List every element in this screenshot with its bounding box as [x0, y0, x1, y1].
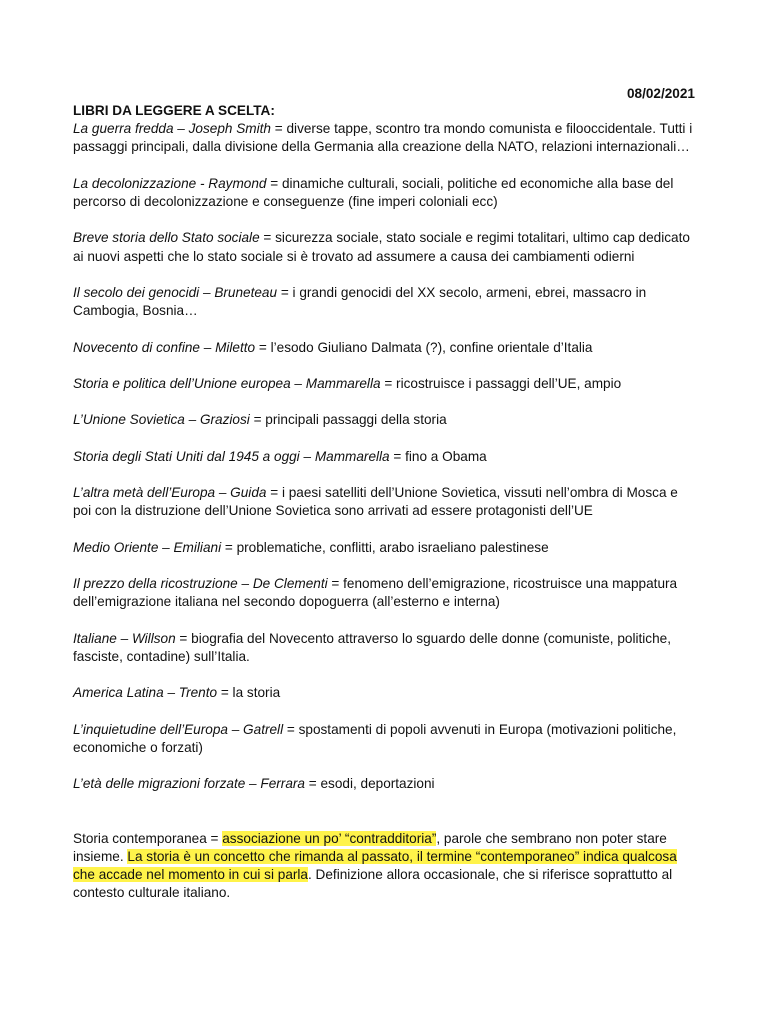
book-description: = dinamiche culturali, sociali, politiche ed economiche alla base del percorso di decolonizzazione e conseguenze (fine imperi coloniali ecc): [73, 175, 674, 209]
book-entry: [73, 721, 697, 757]
book-title: Breve storia dello Stato sociale: [73, 230, 260, 246]
book-description: = i paesi satelliti dell’Unione Sovietica, vissuti nell’ombra di Mosca e poi con la distruzione dell’Unione Sovietica sono arrivati ad essere protagonisti dell’UE: [73, 485, 678, 519]
book-description: = principali passaggi della storia: [249, 412, 447, 428]
book-description: = l’esodo Giuliano Dalmata (?), confine orientale d’Italia: [255, 339, 593, 355]
book-title: America Latina – Trento: [73, 685, 218, 701]
book-title: Il prezzo della ricostruzione – De Clementi: [73, 576, 328, 592]
book-entry: [73, 375, 697, 393]
highlighted-text: associazione un po’ “contradditoria”: [222, 830, 437, 846]
book-description: = fenomeno dell’emigrazione, ricostruisce una mappatura dell’emigrazione italiana nel secondo dopoguerra (all’esterno e interna): [73, 576, 678, 610]
book-entry: [73, 539, 697, 557]
book-description: = esodi, deportazioni: [304, 776, 435, 792]
book-entry: [73, 175, 697, 211]
book-description: = ricostruisce i passaggi dell’UE, ampio: [380, 375, 622, 391]
book-description: = sicurezza sociale, stato sociale e regimi totalitari, ultimo cap dedicato ai nuovi aspetti che lo stato sociale si è trovato ad assumere a causa dei cambiamenti odierni: [73, 230, 690, 264]
book-entry: [73, 630, 697, 666]
intro-text: Storia contemporanea =: [73, 830, 223, 846]
book-title: L’altra metà dell’Europa – Guida: [73, 485, 267, 501]
book-title: Italiane – Willson: [73, 630, 176, 646]
book-title: L’Unione Sovietica – Graziosi: [73, 412, 250, 428]
section-heading: LIBRI DA LEGGERE A SCELTA:: [73, 103, 275, 118]
book-title: Medio Oriente – Emiliani: [73, 539, 222, 555]
book-entry: [73, 339, 697, 357]
book-title: Il secolo dei genocidi – Bruneteau: [73, 284, 278, 300]
book-title: L’età delle migrazioni forzate – Ferrara: [73, 776, 305, 792]
book-title: Storia e politica dell’Unione europea – Mammarella: [73, 375, 381, 391]
book-title: Storia degli Stati Uniti dal 1945 a oggi – Mammarella: [73, 448, 390, 464]
intro-text: . Definizione allora occasionale, che si riferisce soprattutto al contesto culturale italiano.: [73, 866, 673, 901]
book-description: = fino a Obama: [389, 448, 487, 464]
book-description: = biografia del Novecento attraverso lo sguardo delle donne (comuniste, politiche, fasciste, contadine) sull’Italia.: [73, 630, 671, 664]
book-title: Novecento di confine – Miletto: [73, 339, 256, 355]
intro-text: , parole che sembrano non poter stare insieme.: [73, 830, 667, 864]
book-entry: [73, 684, 697, 702]
book-entry: [73, 575, 697, 611]
book-title: La decolonizzazione - Raymond: [73, 175, 267, 191]
book-entry: [73, 284, 697, 320]
document-date: 08/02/2021: [626, 86, 695, 101]
book-description: = i grandi genocidi del XX secolo, armeni, ebrei, massacro in Cambogia, Bosnia…: [73, 284, 647, 319]
intro-paragraph: [73, 830, 697, 903]
book-description: = diverse tappe, scontro tra mondo comunista e filooccidentale. Tutti i passaggi principali, dalla divisione della Germania alla creazione della NATO, relazioni internazionali…: [73, 121, 693, 155]
book-description: = spostamenti di popoli avvenuti in Europa (motivazioni politiche, economiche o forzati): [73, 721, 677, 755]
book-list: [73, 120, 697, 793]
book-entry: [73, 775, 697, 793]
book-description: = la storia: [217, 685, 281, 701]
book-entry: [73, 448, 697, 466]
book-entry: [73, 484, 697, 520]
book-title: L’inquietudine dell’Europa – Gatrell: [73, 721, 284, 737]
book-entry: [73, 120, 697, 156]
document-body: [73, 102, 697, 916]
book-title: La guerra fredda – Joseph Smith: [73, 121, 271, 137]
book-description: = problematiche, conflitti, arabo israeliano palestinese: [221, 539, 549, 555]
highlighted-text: La storia è un concetto che rimanda al passato, il termine “contemporaneo” indica qualcosa che accade nel momento in cui si parla: [73, 848, 677, 882]
book-entry: [73, 411, 697, 429]
book-entry: [73, 229, 697, 265]
